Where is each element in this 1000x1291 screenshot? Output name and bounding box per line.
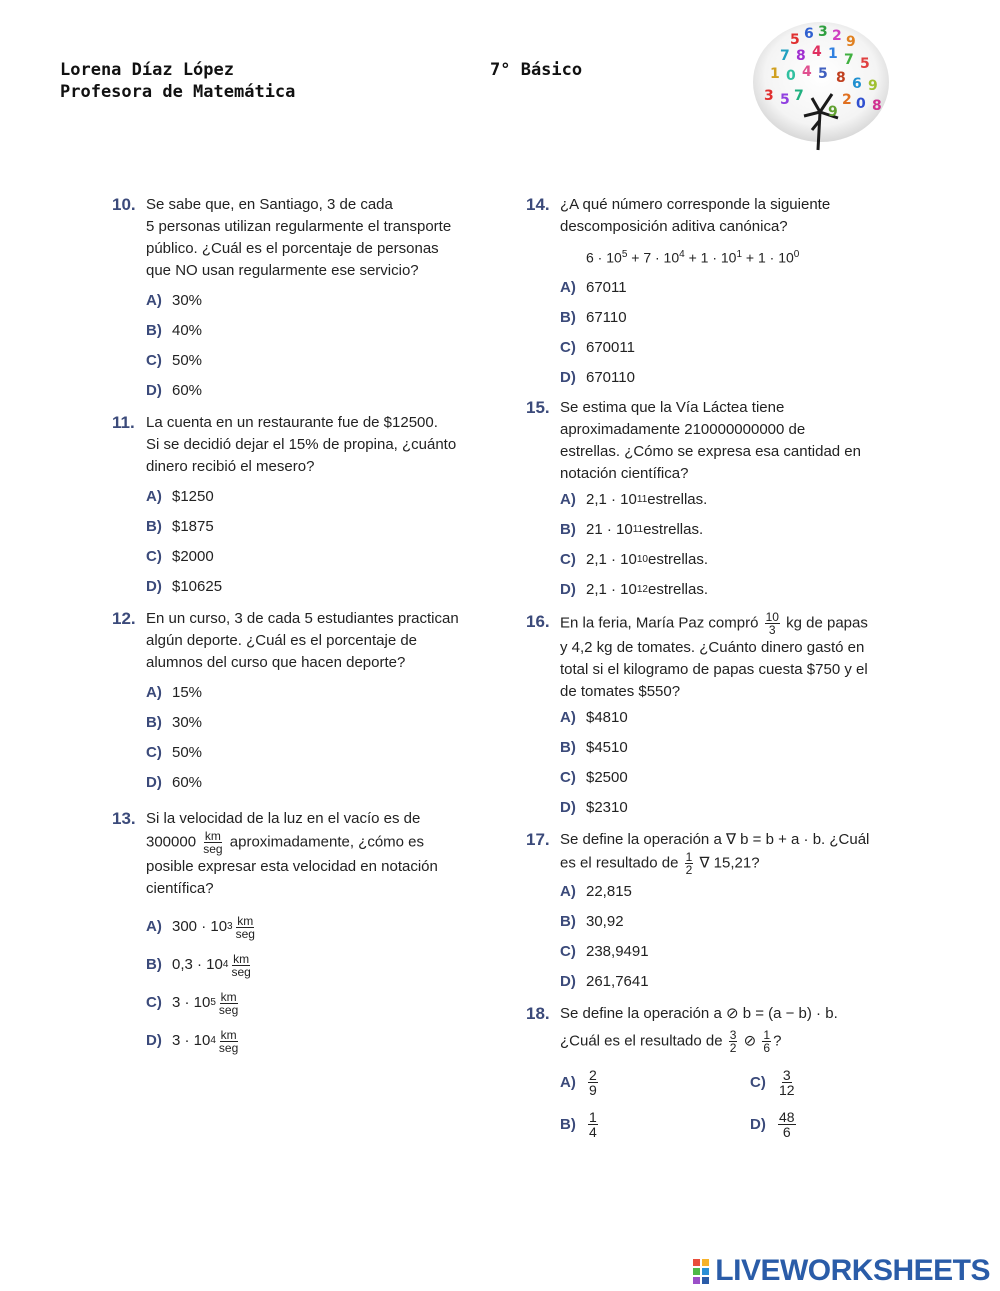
- teacher-role: Profesora de Matemática: [60, 82, 296, 102]
- option-text: $2500: [586, 768, 628, 786]
- question-number: 14.: [526, 195, 550, 214]
- option-a[interactable]: A) 2,1 · 10 11 estrellas.: [560, 485, 906, 515]
- option-text: 261,7641: [586, 972, 649, 990]
- liveworksheets-brand: LIVEWORKSHEETS: [715, 1254, 990, 1287]
- option-text: 670110: [586, 368, 635, 386]
- question-text: [560, 829, 906, 877]
- question-12: [112, 608, 492, 798]
- svg-text:5: 5: [860, 56, 870, 72]
- svg-text:8: 8: [836, 70, 846, 86]
- liveworksheets-blocks-icon: [693, 1259, 709, 1284]
- option-d[interactable]: D) 2,1 · 10 12 estrellas.: [560, 575, 906, 605]
- question-line: de tomates $550?: [560, 682, 681, 700]
- option-d[interactable]: [560, 363, 906, 393]
- option-a[interactable]: [560, 1065, 750, 1101]
- option-text: $4510: [586, 738, 628, 756]
- option-a[interactable]: A) 300 · 10 3 $\frac{km}{\text{seg}}$: [146, 913, 255, 941]
- question-text: [560, 194, 906, 238]
- svg-text:6: 6: [804, 26, 814, 42]
- option-c[interactable]: [560, 333, 906, 363]
- option-d[interactable]: [560, 967, 906, 997]
- question-text: [146, 412, 492, 478]
- question-text: [560, 611, 906, 703]
- option-b[interactable]: [560, 1107, 750, 1143]
- option-a[interactable]: [146, 482, 492, 512]
- option-letter: C): [750, 1073, 766, 1091]
- question-line: científica?: [146, 880, 214, 897]
- option-a[interactable]: [560, 273, 906, 303]
- fraction-three-halves: $\frac{3}{2}$: [729, 1027, 737, 1055]
- number-tree-icon: [752, 20, 890, 155]
- question-number: 11.: [112, 413, 135, 432]
- option-letter: B): [146, 322, 162, 339]
- svg-text:0: 0: [856, 96, 866, 112]
- option-text: 670011: [586, 338, 635, 356]
- svg-text:4: 4: [812, 44, 822, 60]
- option-letter: D): [146, 382, 162, 399]
- option-letter: A): [146, 918, 162, 935]
- option-letter: C): [146, 352, 162, 369]
- option-letter: C): [146, 744, 162, 761]
- option-letter: D): [560, 972, 576, 990]
- unit-fraction: $\frac{km}{\text{seg}}$: [203, 829, 223, 856]
- left-column: [112, 194, 492, 1060]
- option-d[interactable]: [146, 572, 492, 602]
- unit-fraction: $\frac{km}{\text{seg}}$: [218, 989, 239, 1017]
- svg-text:1: 1: [828, 46, 838, 62]
- question-line: posible expresar esta velocidad en notación: [146, 858, 438, 875]
- option-letter: A): [560, 490, 576, 508]
- question-text: [560, 1003, 906, 1059]
- question-line: que NO usan regularmente ese servicio?: [146, 262, 419, 279]
- svg-text:9: 9: [846, 34, 856, 50]
- svg-text:9: 9: [828, 104, 838, 120]
- svg-text:3: 3: [818, 24, 828, 40]
- teacher-name: Lorena Díaz López: [60, 60, 234, 80]
- question-text: [146, 608, 492, 674]
- question-10: [112, 194, 492, 406]
- option-letter: A): [560, 708, 576, 726]
- option-text: $1250: [172, 488, 214, 505]
- question-line: dinero recibió el mesero?: [146, 458, 315, 475]
- option-letter: D): [146, 1032, 162, 1049]
- option-letter: C): [560, 768, 576, 786]
- option-letter: D): [560, 368, 576, 386]
- svg-text:5: 5: [790, 32, 800, 48]
- question-line: aproximadamente 210000000000 de: [560, 420, 806, 438]
- option-letter: A): [146, 684, 162, 701]
- question-text: [146, 194, 492, 282]
- option-text: 40%: [172, 322, 203, 339]
- option-text: 30%: [172, 292, 203, 309]
- unit-fraction: $\frac{km}{\text{seg}}$: [231, 951, 251, 979]
- option-letter: B): [146, 714, 162, 731]
- question-line: 300000 $\frac{km}{\text{seg}}$ aproximadamente, ¿cómo es: [146, 829, 425, 856]
- option-a[interactable]: [146, 286, 492, 316]
- option-letter: B): [560, 1115, 576, 1133]
- option-text: 30,92: [586, 912, 624, 930]
- option-letter: A): [146, 488, 162, 505]
- option-b[interactable]: B) 21 · 10 11 estrellas.: [560, 515, 906, 545]
- svg-text:4: 4: [802, 64, 812, 80]
- question-11: [112, 412, 492, 602]
- option-c[interactable]: [146, 542, 492, 572]
- option-letter: C): [560, 942, 576, 960]
- svg-text:7: 7: [794, 88, 804, 104]
- question-line: estrellas. ¿Cómo se expresa esa cantidad en: [560, 442, 861, 460]
- svg-text:5: 5: [780, 92, 790, 108]
- question-16: [526, 611, 906, 823]
- question-number: 16.: [526, 611, 550, 631]
- svg-text:8: 8: [872, 98, 882, 114]
- option-letter: D): [146, 578, 162, 595]
- option-letter: B): [146, 518, 162, 535]
- option-fraction: $\frac{48}{6}$: [779, 1109, 795, 1141]
- question-line: ¿A qué número corresponde la siguiente: [560, 196, 831, 213]
- option-d[interactable]: [750, 1107, 940, 1143]
- option-letter: A): [560, 278, 576, 296]
- option-letter: A): [560, 882, 576, 900]
- option-text: 50%: [172, 744, 203, 761]
- question-line: La cuenta en un restaurante fue de $12500.: [146, 414, 438, 431]
- option-letter: B): [560, 520, 576, 538]
- question-number: 10.: [112, 195, 136, 214]
- question-line: notación científica?: [560, 464, 689, 482]
- unit-fraction: $\frac{km}{\text{seg}}$: [235, 913, 255, 941]
- option-text: 50%: [172, 352, 203, 369]
- question-line: Si la velocidad de la luz en el vacío es de: [146, 810, 421, 827]
- question-line: algún deporte. ¿Cuál es el porcentaje de: [146, 632, 418, 649]
- operator-symbol: ⊘: [743, 1032, 757, 1050]
- option-letter: B): [560, 912, 576, 930]
- svg-text:3: 3: [764, 88, 774, 104]
- option-text: 67110: [586, 308, 627, 326]
- question-17: [526, 829, 906, 997]
- speed-value: 300000: [146, 833, 197, 851]
- option-text: $2000: [172, 548, 214, 565]
- svg-text:8: 8: [796, 48, 806, 64]
- question-number: 18.: [526, 1003, 550, 1023]
- fraction-one-sixth: $\frac{1}{6}$: [763, 1027, 771, 1055]
- option-text: 22,815: [586, 882, 632, 900]
- option-a[interactable]: [146, 678, 492, 708]
- option-text: 15%: [172, 684, 203, 701]
- potato-fraction: $\frac{10}{3}$: [765, 609, 779, 637]
- option-a[interactable]: [560, 703, 906, 733]
- option-text: 67011: [586, 278, 627, 296]
- question-18: [526, 1003, 906, 1143]
- question-line: alumnos del curso que hacen deporte?: [146, 654, 406, 671]
- question-15: [526, 397, 906, 605]
- option-letter: D): [750, 1115, 766, 1133]
- decomposition-formula: $6 \cdot 10^5 + 7 \cdot 10^4 + 1 \cdot 10^1 + 1 \cdot 10^0$: [586, 249, 800, 266]
- question-line: En un curso, 3 de cada 5 estudiantes practican: [146, 610, 459, 627]
- option-fraction: $\frac{3}{12}$: [779, 1067, 795, 1099]
- option-text: 60%: [172, 382, 203, 399]
- right-column: [526, 194, 906, 1143]
- svg-text:6: 6: [852, 76, 862, 92]
- question-13: [112, 808, 492, 1060]
- svg-text:0: 0: [786, 68, 796, 84]
- question-14: [526, 194, 906, 393]
- option-d[interactable]: D) 3 · 10 4 $\frac{km}{\text{seg}}$: [146, 1027, 239, 1055]
- option-letter: A): [146, 292, 162, 309]
- option-letter: D): [146, 774, 162, 791]
- option-b[interactable]: [560, 303, 906, 333]
- question-text: [146, 808, 492, 900]
- svg-text:7: 7: [844, 52, 854, 68]
- svg-text:9: 9: [868, 78, 878, 94]
- unit-fraction: $\frac{km}{\text{seg}}$: [218, 1027, 239, 1055]
- question-text: [560, 397, 906, 485]
- option-d[interactable]: [146, 768, 492, 798]
- option-d[interactable]: [146, 376, 492, 406]
- option-a[interactable]: [560, 877, 906, 907]
- question-line: ¿Cuál es el resultado de $\frac{3}{2}$ ⊘ $\frac{1}{6}$ ?: [560, 1027, 782, 1055]
- option-text: $1875: [172, 518, 214, 535]
- option-letter: A): [560, 1073, 576, 1091]
- liveworksheets-logo[interactable]: [693, 1254, 990, 1288]
- option-letter: B): [146, 956, 162, 973]
- option-letter: C): [560, 550, 576, 568]
- question-line: Se sabe que, en Santiago, 3 de cada: [146, 196, 393, 213]
- question-line: En la feria, María Paz compró $\frac{10}{3}$ kg de papas: [560, 609, 868, 637]
- option-c[interactable]: [750, 1065, 940, 1101]
- option-c[interactable]: [146, 738, 492, 768]
- question-number: 13.: [112, 809, 136, 828]
- option-c[interactable]: [560, 763, 906, 793]
- question-line: Se define la operación a ⊘ b = (a − b) · b.: [560, 1004, 838, 1022]
- option-b[interactable]: [146, 316, 492, 346]
- option-letter: C): [146, 994, 162, 1011]
- option-letter: C): [560, 338, 576, 356]
- question-line: Se estima que la Vía Láctea tiene: [560, 398, 785, 416]
- svg-text:2: 2: [842, 92, 852, 108]
- option-text: 30%: [172, 714, 203, 731]
- option-letter: D): [560, 798, 576, 816]
- option-b[interactable]: B) 0,3 · 10 4 $\frac{km}{\text{seg}}$: [146, 951, 251, 979]
- svg-text:2: 2: [832, 28, 842, 44]
- option-text: $2310: [586, 798, 628, 816]
- option-d[interactable]: [560, 793, 906, 823]
- option-b[interactable]: [560, 907, 906, 937]
- option-c[interactable]: C) 3 · 10 5 $\frac{km}{\text{seg}}$: [146, 989, 239, 1017]
- option-fraction: $\frac{1}{4}$: [589, 1109, 597, 1141]
- svg-text:1: 1: [770, 66, 780, 82]
- question-line: y 4,2 kg de tomates. ¿Cuánto dinero gastó en: [560, 638, 865, 656]
- option-fraction: $\frac{2}{9}$: [589, 1067, 597, 1099]
- question-number: 15.: [526, 397, 550, 417]
- option-letter: C): [146, 548, 162, 565]
- svg-text:5: 5: [818, 66, 828, 82]
- question-number: 17.: [526, 829, 550, 849]
- option-text: $10625: [172, 578, 223, 595]
- option-text: $4810: [586, 708, 628, 726]
- grade-label: 7° Básico: [490, 60, 583, 80]
- svg-text:7: 7: [780, 48, 790, 64]
- question-line: es el resultado de $\frac{1}{2}$ ∇ 15,21?: [560, 849, 760, 877]
- option-text: 60%: [172, 774, 203, 791]
- option-b[interactable]: [146, 708, 492, 738]
- question-line: descomposición aditiva canónica?: [560, 218, 788, 235]
- half-fraction: $\frac{1}{2}$: [685, 849, 693, 877]
- option-c[interactable]: [560, 937, 906, 967]
- question-line: 5 personas utilizan regularmente el transporte: [146, 218, 452, 235]
- question-line: total si el kilogramo de papas cuesta $750 y el: [560, 660, 868, 678]
- question-number: 12.: [112, 609, 136, 628]
- question-line: Si se decidió dejar el 15% de propina, ¿cuánto: [146, 436, 457, 453]
- option-c[interactable]: C) 2,1 · 10 10 estrellas.: [560, 545, 906, 575]
- option-text: 238,9491: [586, 942, 649, 960]
- option-letter: D): [560, 580, 576, 598]
- option-letter: B): [560, 308, 576, 326]
- option-letter: B): [560, 738, 576, 756]
- option-b[interactable]: [146, 512, 492, 542]
- question-line: público. ¿Cuál es el porcentaje de personas: [146, 240, 439, 257]
- option-c[interactable]: [146, 346, 492, 376]
- question-line: Se define la operación a ∇ b = b + a · b. ¿Cuál: [560, 830, 870, 848]
- option-b[interactable]: [560, 733, 906, 763]
